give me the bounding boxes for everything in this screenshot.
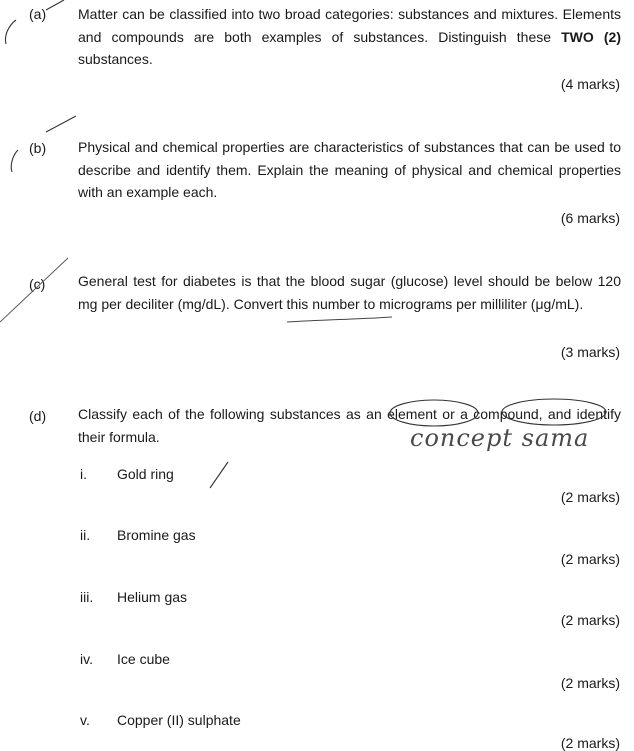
question-c-marks: (3 marks) <box>560 344 620 360</box>
question-c-text: General test for diabetes is that the blood sugar (glucose) level should be below 120 mg per deciliter (mg/dL). Convert this number to micrograms per milliliter (μg/mL). <box>78 273 621 312</box>
item-i-text: Gold ring <box>117 466 174 482</box>
item-v-text: Copper (II) sulphate <box>117 712 241 728</box>
underline-c <box>287 317 392 322</box>
item-iv-marks: (2 marks) <box>560 675 620 691</box>
item-ii-text: Bromine gas <box>117 527 196 543</box>
question-a-label: (a) <box>29 6 47 22</box>
item-i-marks: (2 marks) <box>560 489 620 505</box>
item-iii-text: Helium gas <box>117 589 188 605</box>
question-a-marks: (4 marks) <box>560 76 620 92</box>
question-a-text: Matter can be classified into two broad categories: substances and mixtures. Elements and compounds are both examples of substances. Distinguish these TWO (2) substances. <box>78 6 621 67</box>
slash-mark-gold <box>210 462 228 488</box>
question-b-label: (b) <box>29 140 47 156</box>
item-iii-label: iii. <box>80 589 94 605</box>
question-a-bold: TWO (2) <box>561 28 621 45</box>
item-iv-label: iv. <box>80 651 93 667</box>
question-b-text: Physical and chemical properties are characteristics of substances that can be used to describe and identify them. Explain the meaning of physical and chemical properties with an example each. <box>78 139 621 200</box>
question-d-text: Classify each of the following substances as an element or a compound, and identify their formula. <box>78 406 621 445</box>
question-d-label: (d) <box>29 408 47 424</box>
question-b-marks: (6 marks) <box>560 210 620 226</box>
item-ii-label: ii. <box>80 527 91 543</box>
item-i-label: i. <box>80 466 87 482</box>
item-v-label: v. <box>80 712 90 728</box>
item-ii-marks: (2 marks) <box>560 551 620 567</box>
item-iv-text: Ice cube <box>117 651 170 667</box>
item-v-marks: (2 marks) <box>560 735 620 751</box>
question-c-label: (c) <box>29 276 46 292</box>
item-iii-marks: (2 marks) <box>560 612 620 628</box>
handwritten-note: concept sama <box>410 424 590 452</box>
